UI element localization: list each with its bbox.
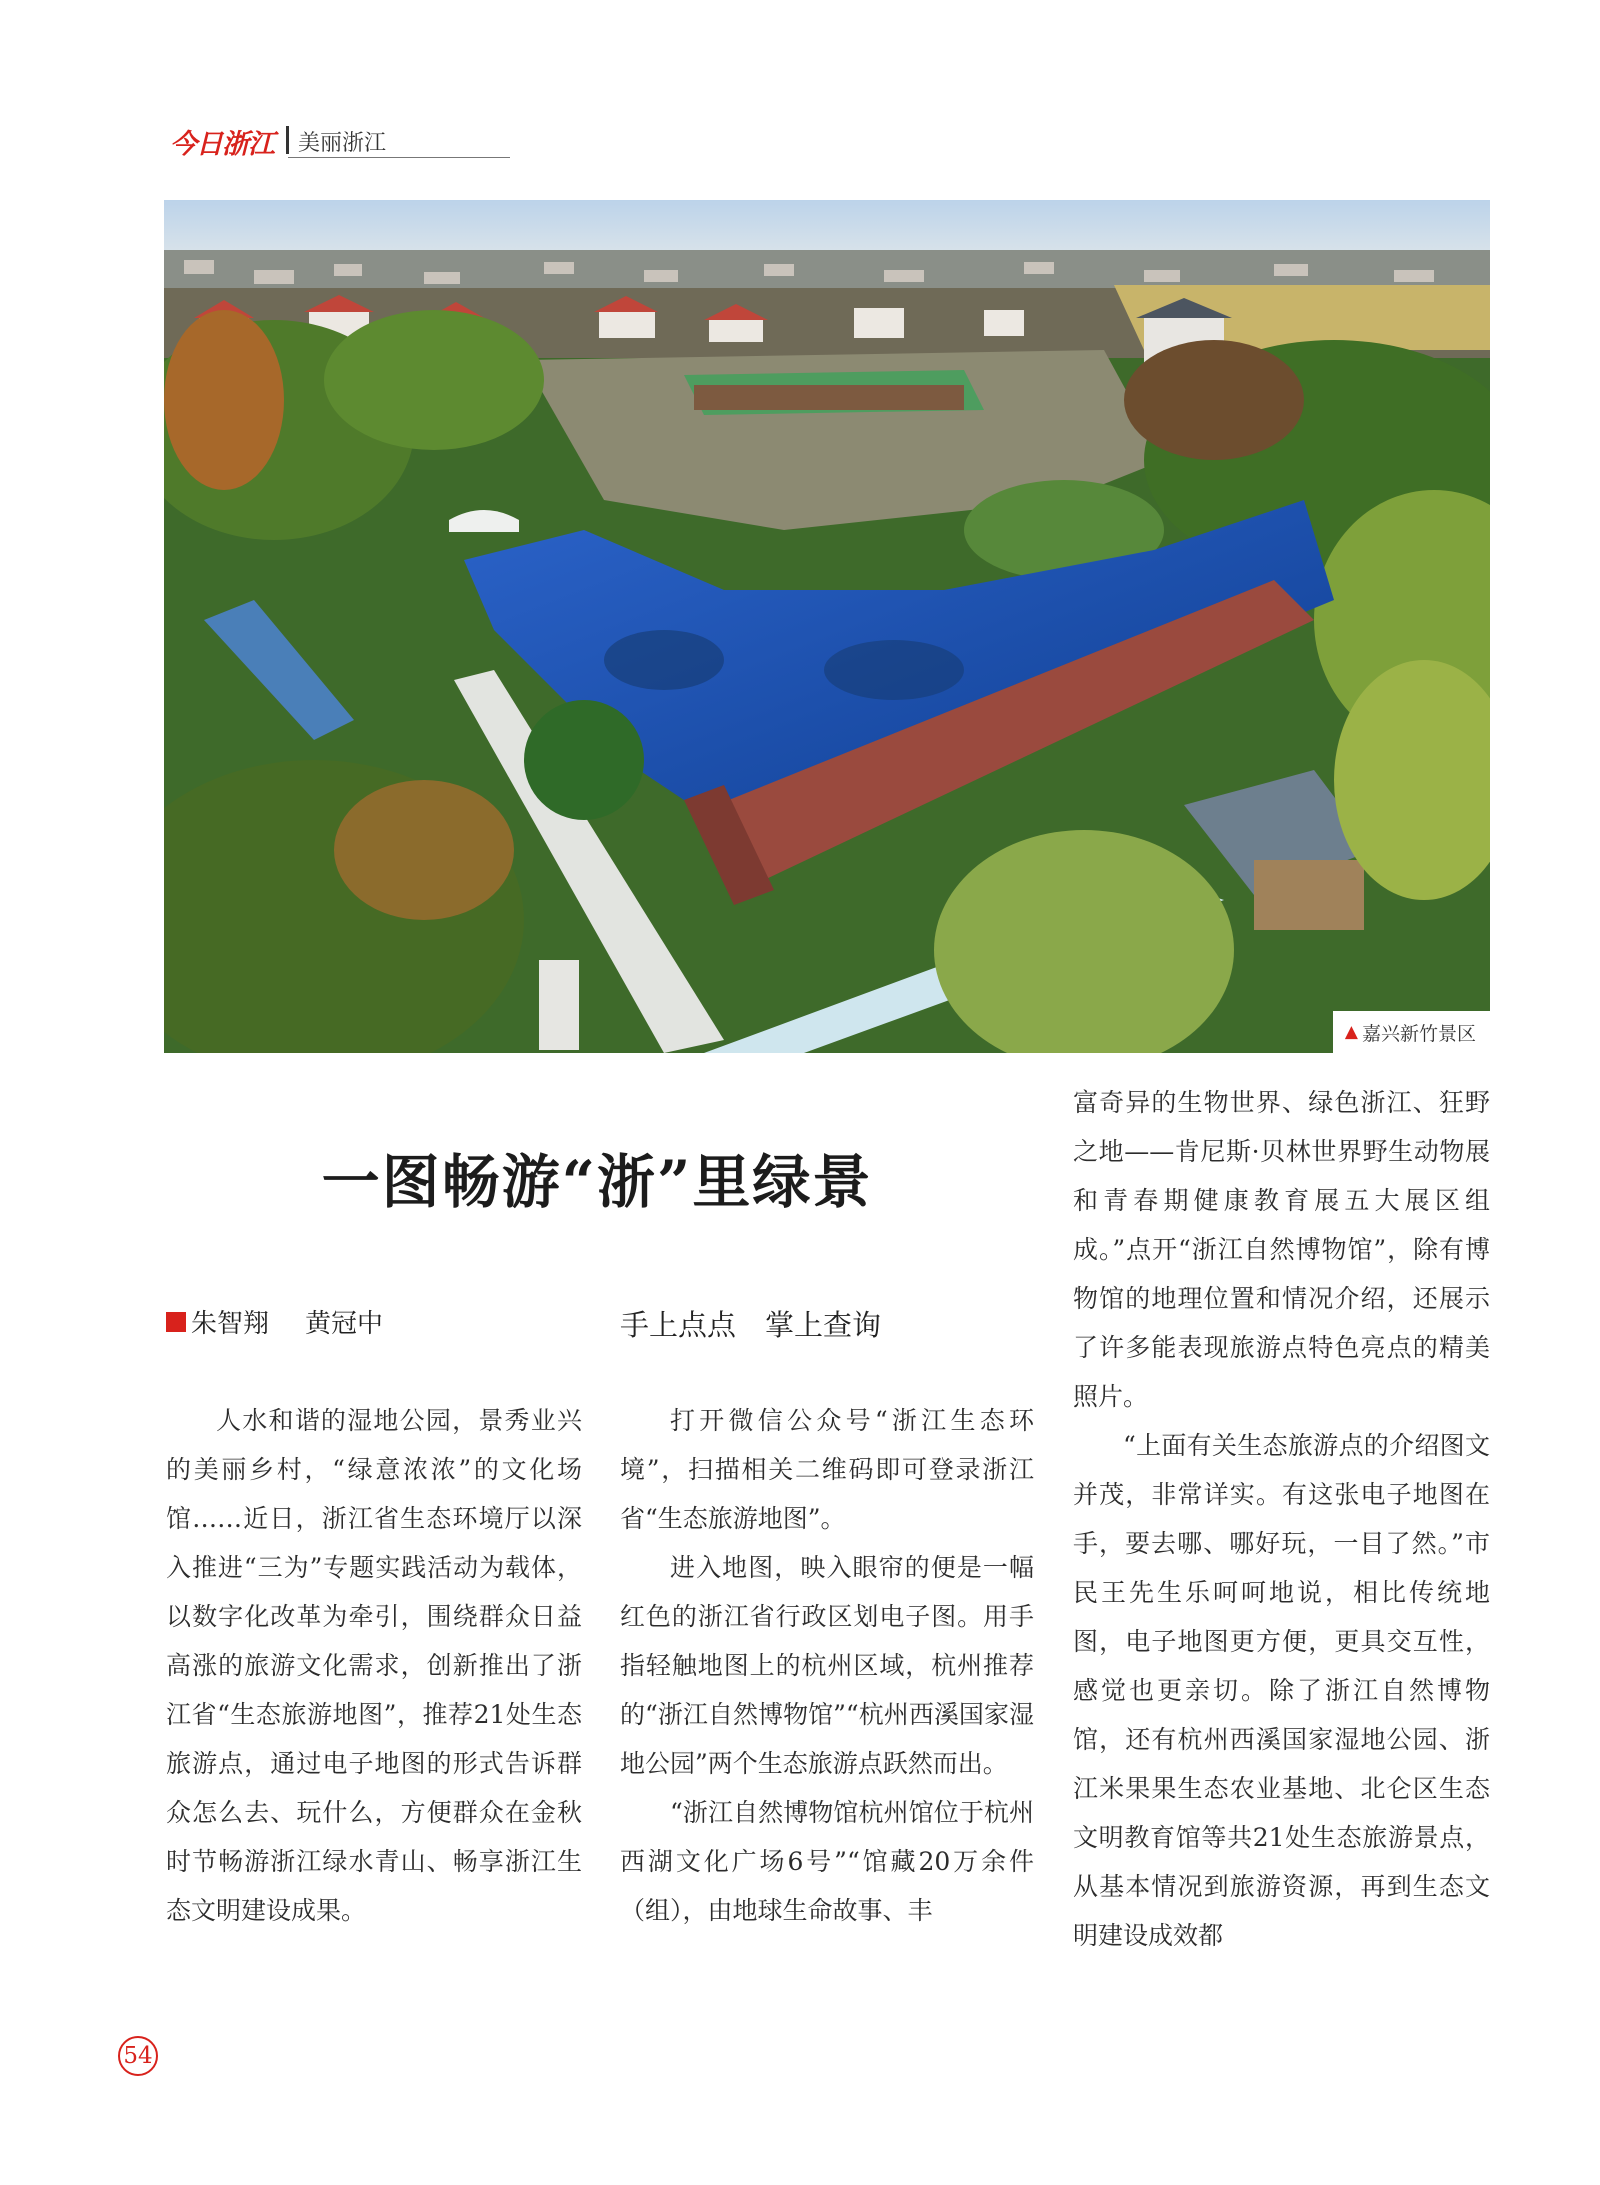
author-name: 朱智翔 xyxy=(191,1309,270,1339)
paragraph: 进入地图，映入眼帘的便是一幅红色的浙江省行政区划电子图。用手指轻触地图上的杭州区域，杭州推荐的“浙江自然博物馆”“杭州西溪国家湿地公园”两个生态旅游点跃然而出。 xyxy=(620,1553,1034,1778)
aerial-photo xyxy=(164,200,1490,1053)
caption-text: 嘉兴新竹景区 xyxy=(1361,1022,1476,1045)
section-subheading: 手上点点 掌上查询 xyxy=(620,1308,882,1342)
body-column-1 xyxy=(166,1396,582,1935)
caption-triangle-icon: ▲ xyxy=(1344,1022,1358,1042)
article-headline: 一图畅游“浙”里绿景 xyxy=(321,1148,873,1216)
byline xyxy=(166,1303,383,1340)
masthead xyxy=(170,120,510,160)
section-title: 美丽浙江 xyxy=(298,131,387,156)
page-number-ring xyxy=(118,2036,158,2076)
masthead-divider xyxy=(286,126,289,154)
byline-marker-icon xyxy=(166,1312,186,1332)
paragraph-continued: 富奇异的生物世界、绿色浙江、狂野之地——肯尼斯·贝林世界野生动物展和青春期健康教育展五大展区组成。”点开“浙江自然博物馆”，除有博物馆的地理位置和情况介绍，还展示了许多能表现旅游点特色亮点的精美照片。 xyxy=(1073,1088,1490,1411)
author-name: 黄冠中 xyxy=(305,1309,384,1339)
masthead-rule xyxy=(288,157,510,158)
page-number xyxy=(118,2036,158,2076)
paragraph: 人水和谐的湿地公园，景秀业兴的美丽乡村，“绿意浓浓”的文化场馆……近日，浙江省生态环境厅以深入推进“三为”专题实践活动为载体，以数字化改革为牵引，围绕群众日益高涨的旅游文化需求，创新推出了浙江省“生态旅游地图”，推荐21处生态旅游点，通过电子地图的形式告诉群众怎么去、玩什么，方便群众在金秋时节畅游浙江绿水青山、畅享浙江生态文明建设成果。 xyxy=(166,1406,582,1925)
paragraph: “上面有关生态旅游点的介绍图文并茂，非常详实。有这张电子地图在手，要去哪、哪好玩，一目了然。”市民王先生乐呵呵地说，相比传统地图，电子地图更方便，更具交互性，感觉也更亲切。除了浙江自然博物馆，还有杭州西溪国家湿地公园、浙江米果果生态农业基地、北仑区生态文明教育馆等共21处生态旅游景点，从基本情况到旅游资源，再到生态文明建设成效都 xyxy=(1073,1431,1490,1950)
magazine-logo: 今日浙江 xyxy=(170,129,274,160)
photo-caption xyxy=(1333,1011,1490,1053)
page-number-text: 54 xyxy=(123,2043,153,2069)
body-column-3 xyxy=(1073,1078,1490,1960)
wetland-park-illustration xyxy=(164,200,1490,1053)
paragraph: 打开微信公众号“浙江生态环境”，扫描相关二维码即可登录浙江省“生态旅游地图”。 xyxy=(620,1406,1034,1533)
body-column-2 xyxy=(620,1396,1034,1935)
paragraph: “浙江自然博物馆杭州馆位于杭州西湖文化广场6号”“馆藏20万余件（组），由地球生命故事、丰 xyxy=(620,1798,1034,1925)
